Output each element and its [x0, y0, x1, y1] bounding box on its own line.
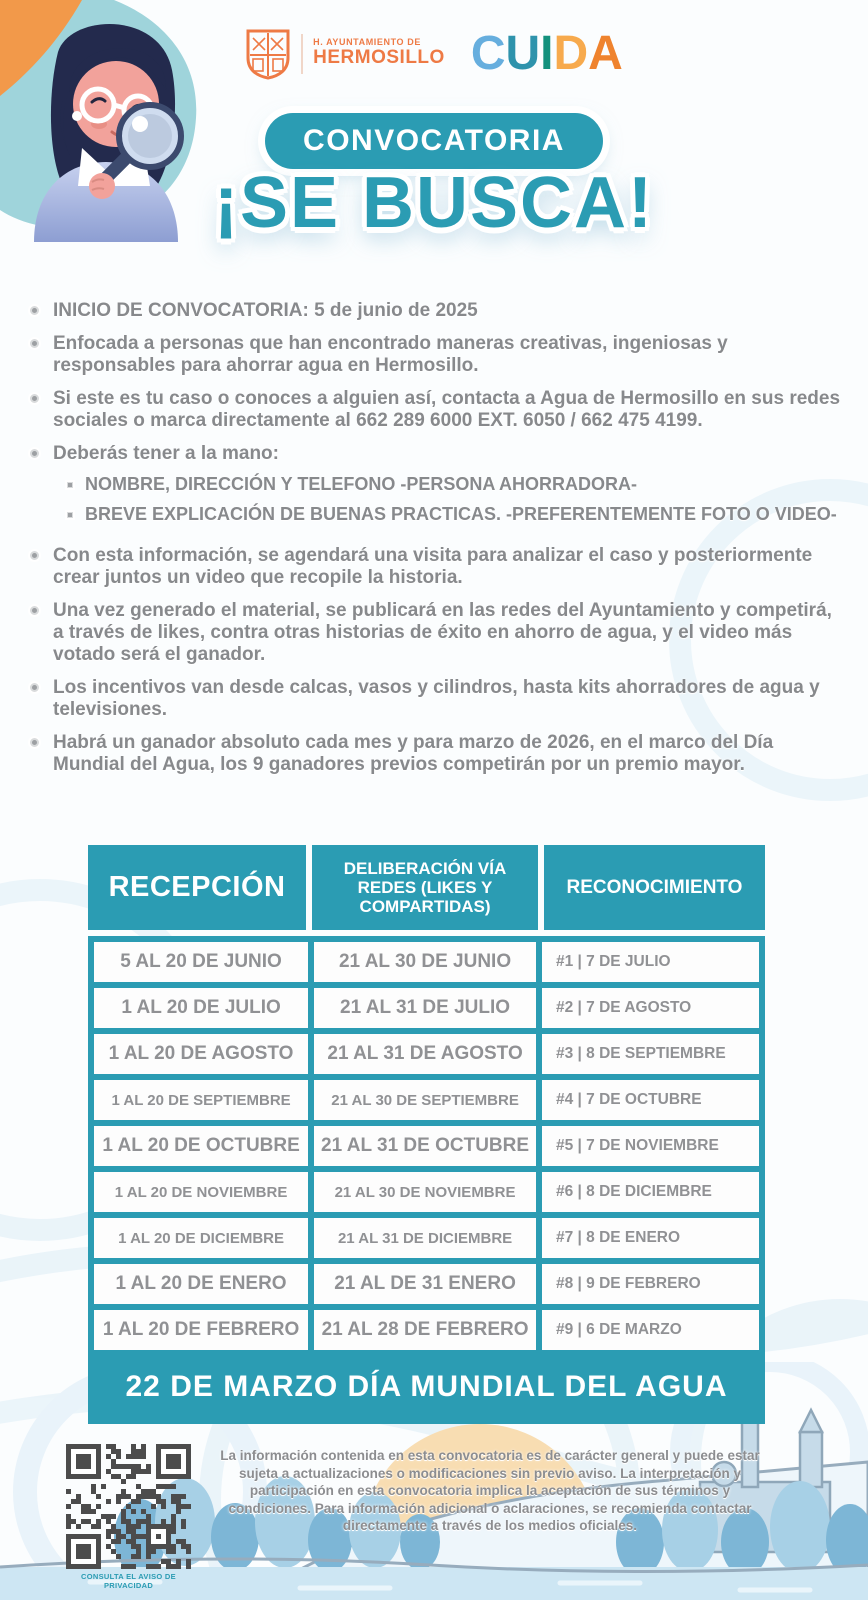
table-cell: 21 AL 28 DE FEBRERO — [314, 1310, 536, 1350]
table-cell: 1 AL 20 DE DICIEMBRE — [94, 1218, 308, 1258]
schedule-table-header — [88, 845, 765, 930]
list-item-text: Una vez generado el material, se publicará en las redes del Ayuntamiento y competirá, a través de likes, contra otras historias de éxito en ahorro de agua, y el video más votado será el ganador. — [53, 600, 832, 666]
table-cell: #3 | 8 DE SEPTIEMBRE — [542, 1034, 759, 1074]
sub-bullet-icon — [67, 482, 73, 488]
sub-bullet-icon — [67, 512, 73, 518]
bullet-icon — [30, 449, 39, 458]
world-water-day-banner: 22 DE MARZO DÍA MUNDIAL DEL AGUA — [125, 1370, 728, 1403]
table-cell: 21 AL 31 DE JULIO — [314, 988, 536, 1028]
gov-line2: HERMOSILLO — [313, 47, 445, 68]
list-item-text: Habrá un ganador absoluto cada mes y para marzo de 2026, en el marco del Día Mundial del Agua, los 9 ganadores previos competirán por un premio mayor. — [53, 732, 774, 776]
table-cell: 21 AL DE 31 ENERO — [314, 1264, 536, 1304]
table-cell: #4 | 7 DE OCTUBRE — [542, 1080, 759, 1120]
privacy-notice-caption: CONSULTA EL AVISO DE PRIVACIDAD — [81, 1572, 176, 1590]
bullet-icon — [30, 683, 39, 692]
info-list — [30, 300, 846, 787]
column-header-recepcion: RECEPCIÓN — [88, 845, 306, 930]
sub-list-item-text: NOMBRE, DIRECCIÓN Y TELEFONO -PERSONA AHORRADORA- — [85, 474, 638, 495]
table-cell: 21 AL 30 DE JUNIO — [314, 942, 536, 982]
qr-code — [66, 1444, 191, 1569]
table-cell: 1 AL 20 DE JULIO — [94, 988, 308, 1028]
cuida-logo — [471, 26, 623, 81]
list-item — [30, 388, 846, 432]
schedule-table — [88, 936, 765, 1424]
bullet-icon — [30, 339, 39, 348]
sub-list-item — [67, 504, 837, 525]
list-item — [30, 443, 846, 534]
sub-list — [53, 474, 837, 525]
cuida-letter: C — [470, 27, 506, 80]
bullet-icon — [30, 394, 39, 403]
table-cell: 21 AL 31 DE OCTUBRE — [314, 1126, 536, 1166]
hermosillo-shield-icon — [245, 28, 291, 80]
table-cell: #5 | 7 DE NOVIEMBRE — [542, 1126, 759, 1166]
list-item — [30, 732, 846, 776]
bullet-icon — [30, 551, 39, 560]
table-cell: 5 AL 20 DE JUNIO — [94, 942, 308, 982]
table-rows — [94, 942, 759, 1350]
disclaimer-text: La información contenida en esta convocatoria es de carácter general y puede estar sujeta a actualizaciones o modificaciones sin previo aviso. La interpretación y participación en esta convocatoria implica la aceptación de sus términos y condiciones. Para información adicional o aclaraciones, se recomienda contactar directamente a través de los medios oficiales. — [220, 1448, 760, 1534]
list-item — [30, 677, 846, 721]
bullet-icon — [30, 306, 39, 315]
sub-list-item-text: BREVE EXPLICACIÓN DE BUENAS PRACTICAS. -PREFERENTEMENTE FOTO O VIDEO- — [85, 504, 837, 525]
gov-line1: H. AYUNTAMIENTO DE — [313, 37, 421, 48]
bullet-icon — [30, 738, 39, 747]
bullet-icon — [30, 606, 39, 615]
table-cell: 21 AL 31 DE AGOSTO — [314, 1034, 536, 1074]
table-cell: #7 | 8 DE ENERO — [542, 1218, 759, 1258]
list-item-text: Con esta información, se agendará una visita para analizar el caso y posteriormente crear juntos un video que recopile la historia. — [53, 544, 813, 588]
table-cell: #2 | 7 DE AGOSTO — [542, 988, 759, 1028]
sub-list-item — [67, 474, 837, 495]
table-cell: #9 | 6 DE MARZO — [542, 1310, 759, 1350]
page-title: ¡SE BUSCA! — [213, 163, 654, 243]
table-cell: 21 AL 30 DE SEPTIEMBRE — [314, 1080, 536, 1120]
table-cell: 21 AL 30 DE NOVIEMBRE — [314, 1172, 536, 1212]
table-cell: #8 | 9 DE FEBRERO — [542, 1264, 759, 1304]
cuida-letter: A — [588, 27, 623, 80]
list-item-text: Si este es tu caso o conoces a alguien así, contacta a Agua de Hermosillo en sus redes sociales o marca directamente al 662 289 6000 EXT. 6050 / 662 475 4199. — [53, 388, 841, 432]
table-cell: 1 AL 20 DE SEPTIEMBRE — [94, 1080, 308, 1120]
column-header-deliberacion: DELIBERACIÓN VÍA REDES (LIKES Y COMPARTIDAS) — [312, 845, 538, 930]
table-cell: 21 AL 31 DE DICIEMBRE — [314, 1218, 536, 1258]
list-item-text: Enfocada a personas que han encontrado maneras creativas, ingeniosas y responsables para ahorrar agua en Hermosillo. — [53, 333, 728, 377]
list-item — [30, 600, 846, 666]
table-cell: 1 AL 20 DE NOVIEMBRE — [94, 1172, 308, 1212]
convocatoria-badge: CONVOCATORIA — [265, 113, 603, 169]
list-item-text: Los incentivos van desde calcas, vasos y cilindros, hasta kits ahorradores de agua y televisiones. — [53, 677, 820, 721]
logo-divider — [301, 34, 303, 74]
list-item — [30, 333, 846, 377]
table-cell: 1 AL 20 DE ENERO — [94, 1264, 308, 1304]
cuida-letter: I — [540, 27, 554, 80]
cuida-letter: D — [553, 27, 589, 80]
list-item — [30, 300, 846, 322]
table-cell: #1 | 7 DE JULIO — [542, 942, 759, 982]
table-cell: #6 | 8 DE DICIEMBRE — [542, 1172, 759, 1212]
header-logos — [0, 26, 868, 81]
hermosillo-gov-logo — [245, 28, 445, 80]
gov-logo-text — [313, 38, 445, 69]
table-cell: 1 AL 20 DE AGOSTO — [94, 1034, 308, 1074]
table-cell: 1 AL 20 DE OCTUBRE — [94, 1126, 308, 1166]
table-cell: 1 AL 20 DE FEBRERO — [94, 1310, 308, 1350]
list-item-text: INICIO DE CONVOCATORIA: 5 de junio de 2025 — [53, 300, 478, 321]
cuida-letter: U — [505, 27, 541, 80]
list-item — [30, 545, 846, 589]
column-header-reconocimiento: RECONOCIMIENTO — [544, 845, 765, 930]
list-item-text: Deberás tener a la mano: NOMBRE, DIRECCIÓN Y TELEFONO -PERSONA AHORRADORA- BREVE EXPLICACIÓN DE BUENAS PRACTICAS. -PREFERENTEMENTE FOTO O VIDEO- — [53, 443, 837, 525]
